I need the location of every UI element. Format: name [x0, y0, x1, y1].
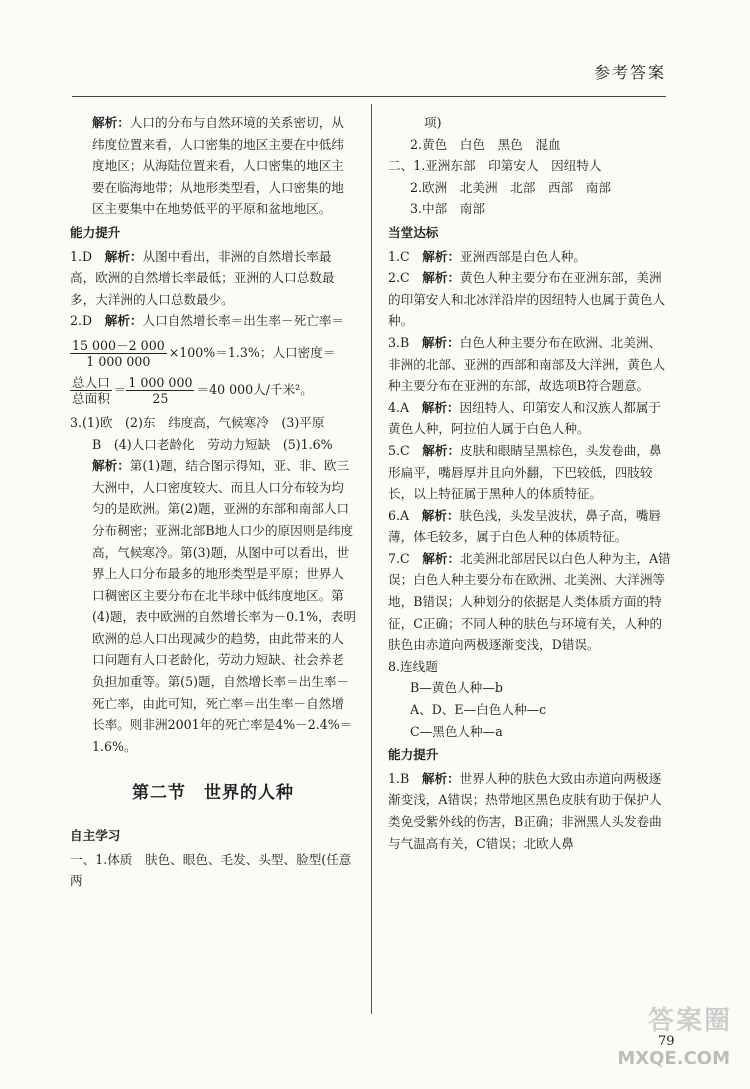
section-title: 第二节 世界的人种 — [132, 783, 294, 804]
matching-line-2: A、D、E—白色人种—c — [410, 702, 547, 718]
left-column — [70, 112, 356, 892]
fraction-density: $\frac{\text{总人口}}{\text{总面积}}$ — [72, 374, 110, 406]
matching-line-1: B—黄色人种—b — [410, 680, 503, 696]
header-rule — [72, 96, 666, 97]
fraction-density-values: $\frac{1 000 000}{25}$ — [128, 374, 193, 406]
class-answer-4: 4.A 解析：因纽特人、印第安人和汉族人都属于黄色人种，阿拉伯人属于白色人种。 — [388, 399, 661, 437]
watermark-url: MXQE.COM — [617, 1048, 730, 1069]
self-study-er-3: 3.中部 南部 — [410, 201, 485, 217]
answer-q3-line1: 3.(1)欧 (2)东 纬度高，气候寒冷 (3)平原 — [70, 414, 325, 430]
self-study-item-2: 2.黄色 白色 黑色 混血 — [410, 136, 561, 152]
self-study-item-1: 一、1.体质 肤色、眼色、毛发、头型、脸型(任意两 — [70, 851, 352, 889]
section-heading-ability: 能力提升 — [70, 224, 121, 240]
class-answer-1: 1.C 解析：亚洲西部是白色人种。 — [388, 248, 586, 264]
self-study-item-1-cont: 项) — [424, 115, 442, 130]
formula-density: $\frac{\text{总人口}}{\text{总面积}}$ ＝ $\frac{1 000 000}{25}$ ＝40 000人/千米²。 — [72, 374, 313, 406]
formula-growth-rate: $\frac{15 000-2 000}{1 000 000}$ ×100%＝1.3%；人口密度＝ — [72, 337, 336, 369]
class-answer-3: 3.B 解析：白色人种主要分布在欧洲、北美洲、非洲的北部、亚洲的西部和南部及大洋洲，黄色人种主要分布在亚洲的东部，故选项B符合题意。 — [388, 334, 666, 394]
section-heading-self-study: 自主学习 — [70, 828, 121, 844]
analysis-paragraph: 解析：人口的分布与自然环境的关系密切，从纬度位置来看，人口密集的地区主要在中低纬度地区；从海陆位置来看，人口密集的地区主要在临海地带；从地形类型看，人口密集的地区主要集中在地势低平的平原和盆地地区。 — [92, 115, 344, 217]
answer-q3-line2: B (4)人口老龄化 劳动力短缺 (5)1.6% — [92, 436, 333, 452]
section-heading-class: 当堂达标 — [388, 224, 439, 240]
class-answer-2: 2.C 解析：黄色人种主要分布在亚洲东部，美洲的印第安人和北冰洋沿岸的因纽特人也属于黄色人种。 — [388, 270, 666, 329]
class-answer-7: 7.C 解析：北美洲北部居民以白色人种为主，A错误；白色人种主要分布在欧洲、北美洲、大洋洲等地，B错误；人种划分的依据是人类体质方面的特征，C正确；不同人种的肤色与环境有关，人种的肤色由赤道向两极逐渐变浅，D错误。 — [388, 550, 671, 653]
column-divider — [371, 104, 372, 1014]
page-number: 79 — [658, 1034, 675, 1049]
class-answer-6: 6.A 解析：肤色浅，头发呈波状，鼻子高，嘴唇薄，体毛较多，属于白色人种的体质特征。 — [388, 507, 661, 545]
section-heading-ability-2: 能力提升 — [388, 747, 439, 763]
matching-line-3: C—黑色人种—a — [410, 723, 503, 739]
class-answer-8: 8.连线题 — [388, 658, 438, 674]
answer-q2: 2.D 解析：人口自然增长率＝出生率－死亡率＝ — [70, 313, 344, 329]
fraction-growth: $\frac{15 000-2 000}{1 000 000}$ — [72, 337, 165, 369]
class-answer-5: 5.C 解析：皮肤和眼睛呈黑棕色，头发卷曲，鼻形扁平，嘴唇厚并且向外翻，下巴较低，四肢较长，以上特征属于黑种人的体质特征。 — [388, 442, 662, 502]
right-column — [388, 112, 672, 854]
watermark-logo: 答案圈 — [647, 1006, 732, 1036]
self-study-er-2: 2.欧洲 北美洲 北部 西部 南部 — [410, 179, 611, 195]
answer-q3-analysis: 解析：第(1)题，结合图示得知，亚、非、欧三大洲中，人口密度较大、而且人口分布较为均匀的是欧洲。第(2)题，亚洲的东部和南部人口分布稠密；亚洲北部B地人口少的原因则是纬度高，气候寒冷。第(3)题，从图中可以看出，世界上人口分布最多的地形类型是平原；世界人口稠密区主要分布在北半球中低纬度地区。第(4)题，表中欧洲的自然增长率为－0.1%，表明欧洲的总人口出现减少的趋势，由此带来的人口问题有人口老龄化，劳动力短缺、社会养老负担加重等。第(5)题，自然增长率＝出生率－死亡率，由此可知，死亡率＝出生率－自然增长率。则非洲2001年的死亡率是4%－2.4%＝1.6%。 — [92, 458, 356, 754]
self-study-er-1: 二、1.亚洲东部 印第安人 因纽特人 — [388, 158, 602, 174]
ability-answer-1: 1.B 解析：世界人种的肤色大致由赤道向两极逐渐变浅，A错误；热带地区黑色皮肤有助于保护人类免受紫外线的伤害，B正确；非洲黑人头发卷曲与气温高有关，C错误；北欧人鼻 — [388, 770, 662, 851]
page-header: 参考答案 — [593, 63, 666, 82]
answer-q1: 1.D 解析：从图中看出，非洲的自然增长率最高，欧洲的自然增长率最低；亚洲的人口总数最多，大洋洲的人口总数最少。 — [70, 248, 335, 307]
